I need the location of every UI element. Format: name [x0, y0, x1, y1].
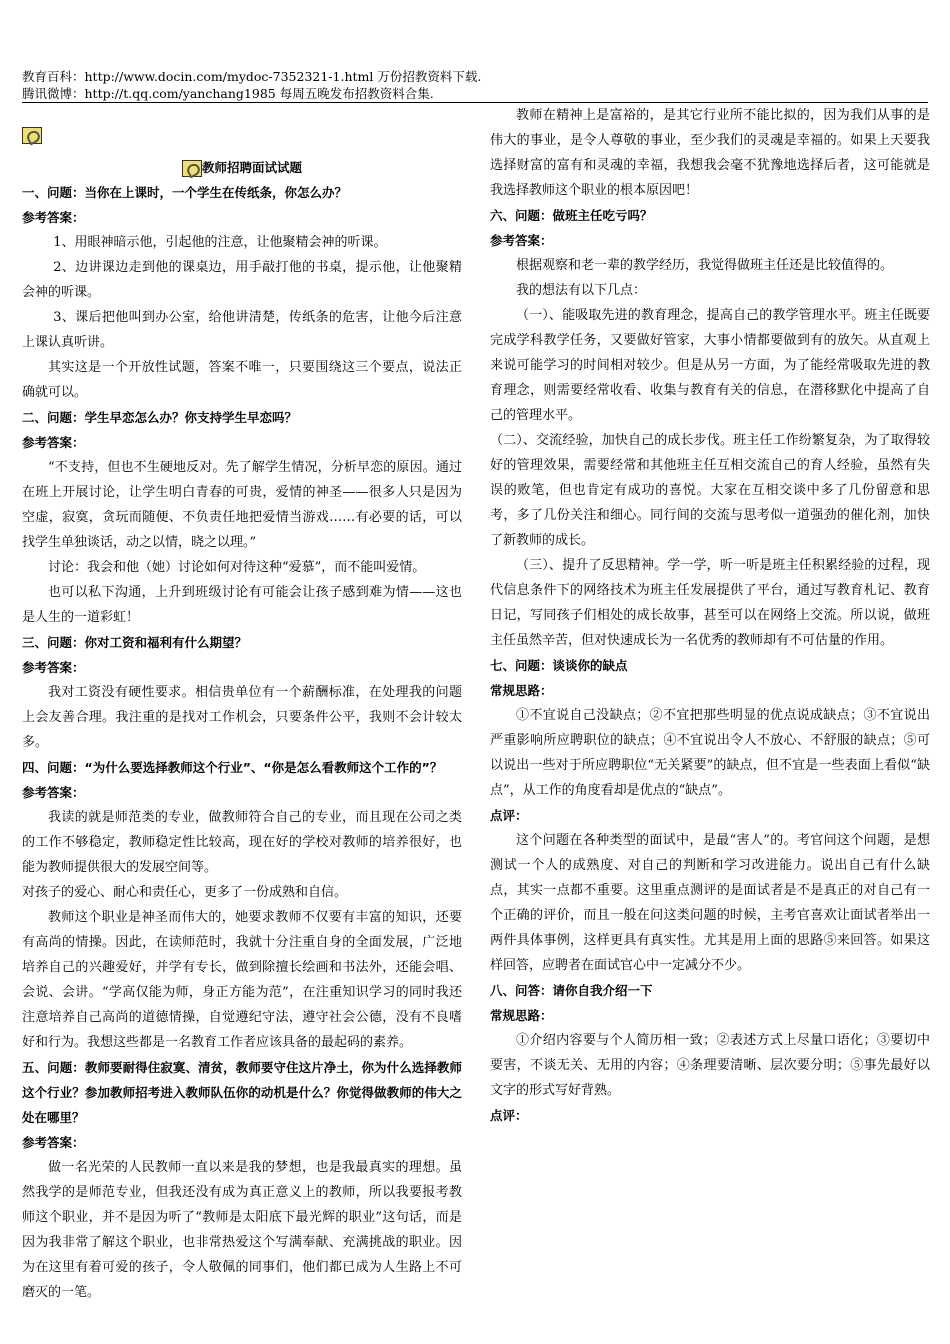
- comment-label: 点评：: [490, 808, 528, 823]
- right-column: [490, 103, 930, 1128]
- question-6: 六、问题：做班主任吃亏吗？: [490, 208, 653, 223]
- header-line-weibo: 腾讯微博：http://t.qq.com/yanchang1985 每周五晚发布招教资料合集.: [22, 86, 434, 101]
- left-column: [22, 103, 462, 1305]
- page-header: [22, 68, 481, 102]
- answer-paragraph: 1、用眼神暗示他，引起他的注意，让他聚精会神的听课。: [53, 235, 387, 250]
- header-line-docin: 教育百科：http://www.docin.com/mydoc-7352321-1.html 万份招教资料下载.: [22, 69, 482, 84]
- answer-label: 参考答案：: [22, 435, 85, 450]
- answer-paragraph: 其实这是一个开放性试题，答案不唯一，只要围绕这三个要点，说法正确就可以。: [22, 360, 462, 400]
- question-8: 八、问答：请你自我介绍一下: [490, 983, 653, 998]
- answer-label: 参考答案：: [22, 1135, 85, 1150]
- answer-paragraph: （二）、交流经验，加快自己的成长步伐。班主任工作纷繁复杂，为了取得较好的管理效果，需要经常和其他班主任互相交流自己的育人经验，虽然有失误的败笔，但也肯定有成功的喜悦。大家在互相交谈中多了几份留意和思考，多了几份关注和细心。同行间的交流与思考似一道强劲的催化剂，加快了新教师的成长。: [490, 433, 930, 548]
- answer-paragraph: 2、边讲课边走到他的课桌边，用手敲打他的书桌，提示他，让他聚精会神的听课。: [22, 260, 462, 300]
- title-object-icon: [182, 160, 202, 177]
- comment-label: 点评：: [490, 1108, 528, 1123]
- question-7: 七、问题：谈谈你的缺点: [490, 658, 628, 673]
- approach-label: 常规思路：: [490, 683, 553, 698]
- doc-title: 教师招聘面试试题: [201, 160, 302, 175]
- answer-paragraph: 我对工资没有硬性要求。相信贵单位有一个薪酬标准，在处理我的问题上会友善合理。我注重的是找对工作机会，只要条件公平，我则不会计较太多。: [22, 685, 462, 750]
- answer-paragraph: ①介绍内容要与个人简历相一致；②表述方式上尽量口语化；③要切中要害，不谈无关、无用的内容；④条理要清晰、层次要分明；⑤事先最好以文字的形式写好背熟。: [490, 1033, 930, 1098]
- answer-paragraph: ①不宜说自己没缺点；②不宜把那些明显的优点说成缺点；③不宜说出严重影响所应聘职位的缺点；④不宜说出令人不放心、不舒服的缺点；⑤可以说出一些对于所应聘职位“无关紧要”的缺点，但不宜是一些表面上看似“缺点”，从工作的角度看却是优点的“缺点”。: [490, 708, 930, 798]
- doc-title-row: [22, 155, 462, 180]
- answer-paragraph: 教师在精神上是富裕的，是其它行业所不能比拟的，因为我们从事的是伟大的事业，是令人尊敬的事业，至少我们的灵魂是幸福的。如果上天要我选择财富的富有和灵魂的幸福，我想我会毫不犹豫地选择后者，这可能就是我选择教师这个职业的根本原因吧！: [490, 108, 930, 198]
- question-3: 三、问题：你对工资和福利有什么期望？: [22, 635, 248, 650]
- embedded-object-icon: [22, 127, 42, 144]
- answer-paragraph: 教师这个职业是神圣而伟大的，她要求教师不仅要有丰富的知识，还要有高尚的情操。因此，在读师范时，我就十分注重自身的全面发展，广泛地培养自己的兴趣爱好，并学有专长，做到除擅长绘画和书法外，还能会唱、会说、会讲。“学高仅能为师，身正方能为范”，在注重知识学习的同时我还注意培养自己高尚的道德情操，自觉遵纪守法，遵守社会公德，没有不良嗜好和行为。我想这些都是一名教育工作者应该具备的最起码的素养。: [22, 910, 462, 1050]
- answer-paragraph: 我的想法有以下几点：: [516, 283, 647, 298]
- question-4: 四、问题：“为什么要选择教师这个行业”、“你是怎么看教师这个工作的”？: [22, 760, 443, 775]
- answer-paragraph: 也可以私下沟通，上升到班级讨论有可能会让孩子感到难为情——这也是人生的一道彩虹！: [22, 585, 462, 625]
- icon-row: [22, 103, 462, 155]
- approach-label: 常规思路：: [490, 1008, 553, 1023]
- answer-paragraph: “不支持，但也不生硬地反对。先了解学生情况，分析早恋的原因。通过在班上开展讨论，让学生明白青春的可贵，爱情的神圣——很多人只是因为空虚，寂寞，贪玩而随便、不负责任地把爱情当游戏……有必要的话，可以找学生单独谈话，动之以情，晓之以理。”: [22, 460, 462, 550]
- answer-paragraph: 我读的就是师范类的专业，做教师符合自己的专业，而且现在公司之类的工作不够稳定，教师稳定性比较高，现在好的学校对教师的培养很好，也能为教师提供很大的发展空间等。: [22, 810, 462, 875]
- answer-label: 参考答案：: [490, 233, 553, 248]
- answer-paragraph: 对孩子的爱心、耐心和责任心，更多了一份成熟和自信。: [22, 885, 348, 900]
- answer-paragraph: （一）、能吸取先进的教育理念，提高自己的教学管理水平。班主任既要完成学科教学任务，又要做好管家，大事小情都要做到有的放矢。从直观上来说可能学习的时间相对较少。但是从另一方面，为了能经常吸取先进的教育理念，则需要经常收看、收集与教育有关的信息，在潜移默化中提高了自己的管理水平。: [490, 308, 930, 423]
- question-2: 二、问题：学生早恋怎么办？你支持学生早恋吗？: [22, 410, 298, 425]
- answer-paragraph: 3、课后把他叫到办公室，给他讲清楚，传纸条的危害，让他今后注意上课认真听讲。: [22, 310, 462, 350]
- answer-label: 参考答案：: [22, 210, 85, 225]
- answer-paragraph: 根据观察和老一辈的教学经历，我觉得做班主任还是比较值得的。: [516, 258, 894, 273]
- question-5: 五、问题：教师要耐得住寂寞、清贫，教师要守住这片净土，你为什么选择教师这个行业？参加教师招考进入教师队伍你的动机是什么？你觉得做教师的伟大之处在哪里？: [22, 1060, 462, 1125]
- answer-label: 参考答案：: [22, 785, 85, 800]
- answer-paragraph: （三）、提升了反思精神。学一学，听一听是班主任积累经验的过程，现代信息条件下的网络技术为班主任发展提供了平台，通过写教育札记、教育日记，写同孩子们相处的成长故事，甚至可以在网络上交流。所以说，做班主任虽然辛苦，但对快速成长为一名优秀的教师却有不可估量的作用。: [490, 558, 930, 648]
- answer-paragraph: 讨论：我会和他（她）讨论如何对待这种“爱慕”，而不能叫爱情。: [48, 560, 426, 575]
- answer-label: 参考答案：: [22, 660, 85, 675]
- answer-paragraph: 做一名光荣的人民教师一直以来是我的梦想，也是我最真实的理想。虽然我学的是师范专业，但我还没有成为真正意义上的教师，所以我要报考教师这个职业，并不是因为听了“教师是太阳底下最光辉的职业”这句话，而是因为我非常了解这个职业，也非常热爱这个写满奉献、充满挑战的职业。因为在这里有着可爱的孩子，令人敬佩的同事们，他们都已成为人生路上不可磨灭的一笔。: [22, 1160, 462, 1300]
- question-1: 一、问题：当你在上课时，一个学生在传纸条，你怎么办？: [22, 185, 348, 200]
- answer-paragraph: 这个问题在各种类型的面试中，是最“害人”的。考官问这个问题，是想测试一个人的成熟度、对自己的判断和学习改进能力。说出自己有什么缺点，其实一点都不重要。这里重点测评的是面试者是不是真正的对自己有一个正确的评价，而且一般在问这类问题的时候，主考官喜欢让面试者举出一两件具体事例，这样更具有真实性。尤其是用上面的思路⑤来回答。如果这样回答，应聘者在面试官心中一定减分不少。: [490, 833, 930, 973]
